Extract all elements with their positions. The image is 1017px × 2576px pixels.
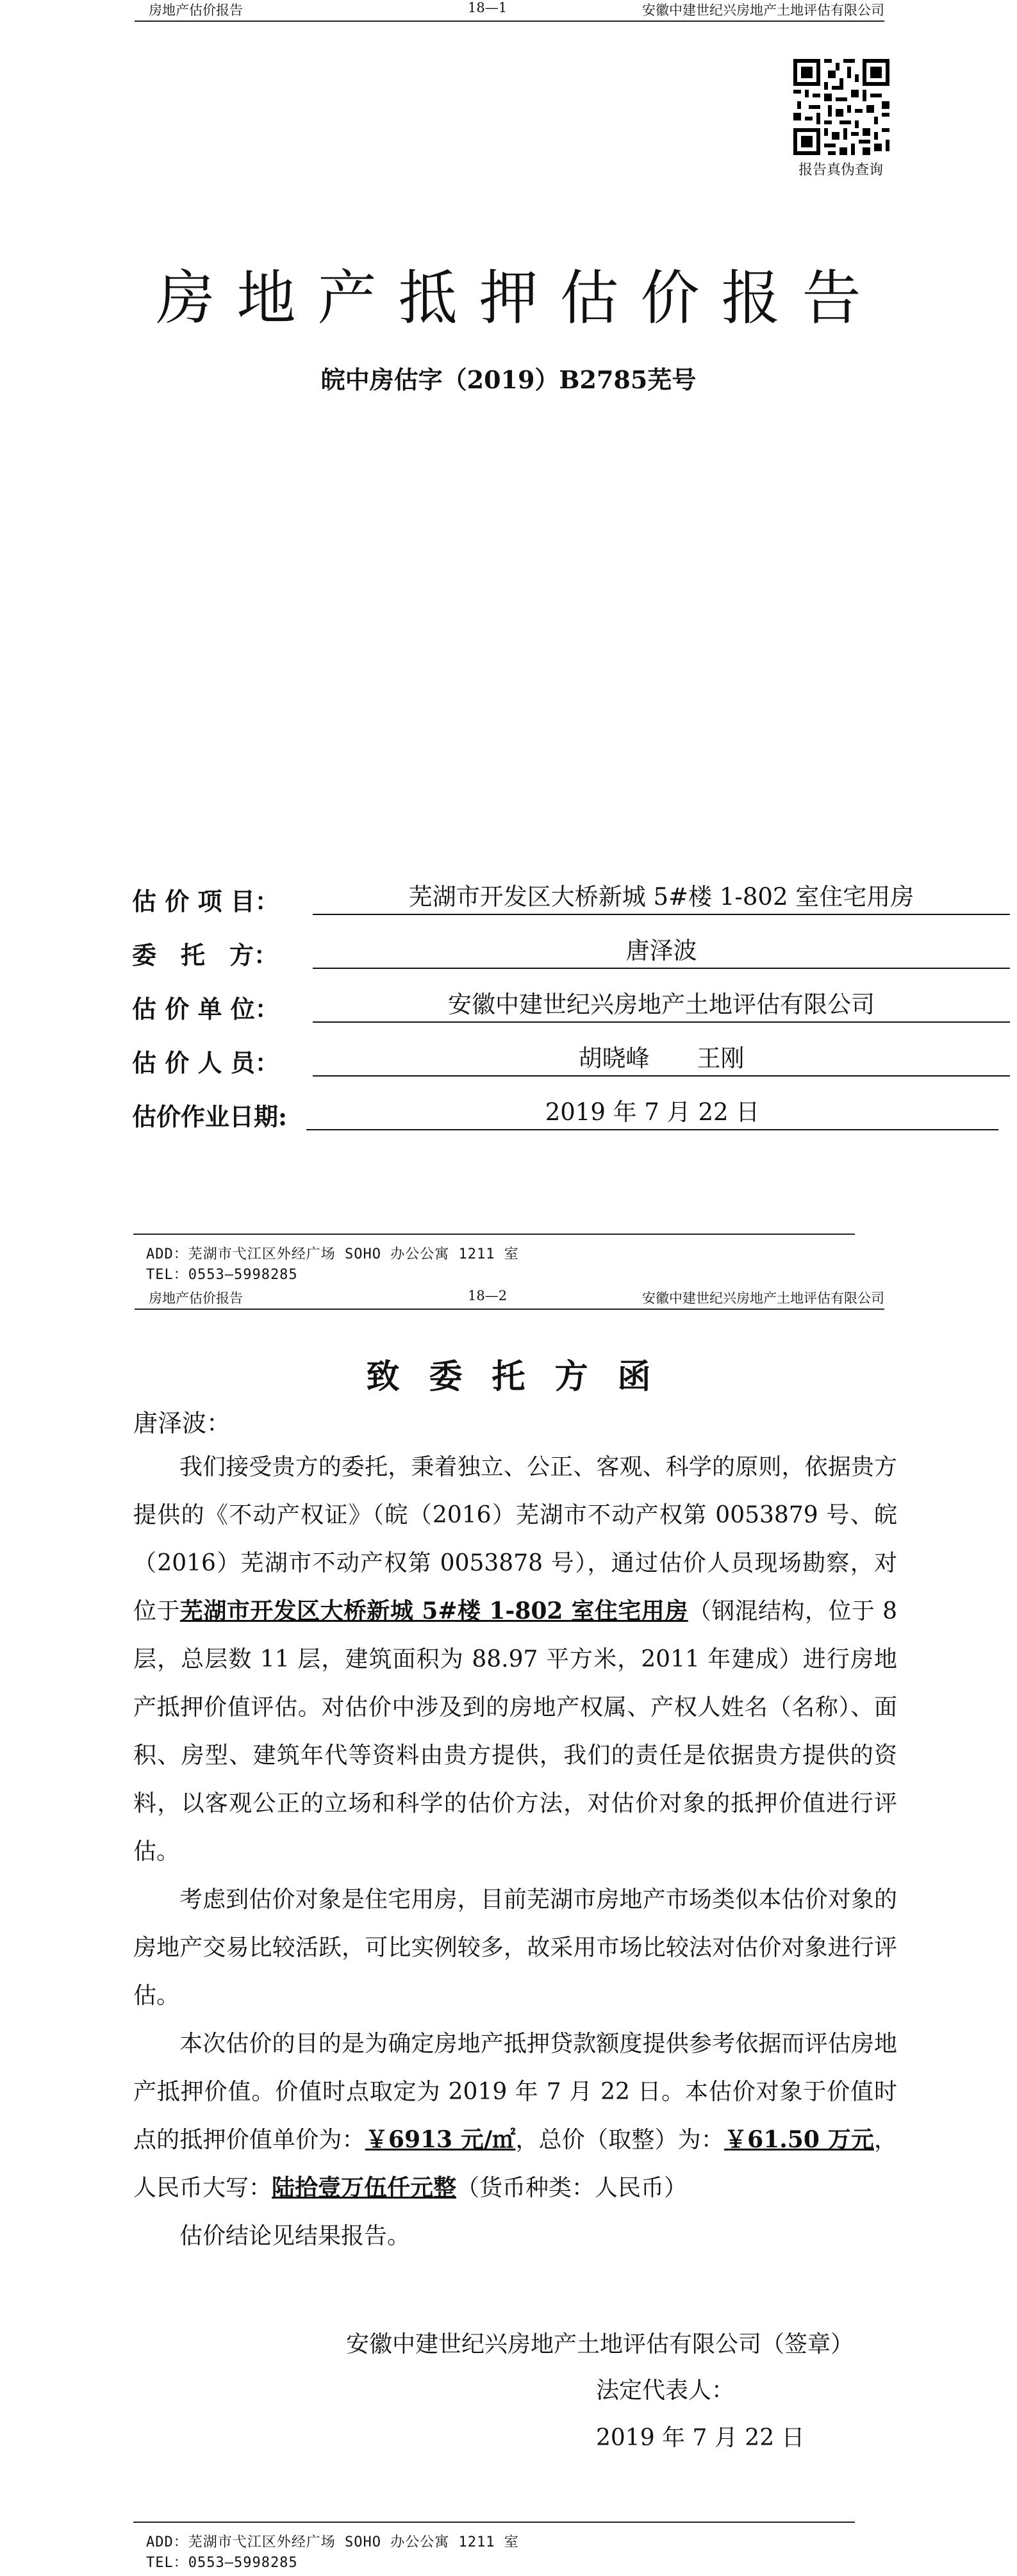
field-work-date bbox=[132, 1097, 901, 1133]
header-right: 安徽中建世纪兴房地产土地评估有限公司 bbox=[642, 1291, 884, 1306]
footer-tel: TEL：0553—5998285 bbox=[146, 1267, 298, 1283]
unit-price: ￥6913 元/㎡ bbox=[365, 2126, 516, 2153]
footer-address: ADD：芜湖市弋江区外经广场 SOHO 办公公寓 1211 室 bbox=[146, 2534, 519, 2550]
field-client bbox=[132, 936, 901, 971]
field-label: 估 价 人 员： bbox=[132, 1048, 279, 1077]
field-appraisers bbox=[132, 1043, 901, 1079]
paragraph-commission bbox=[133, 1443, 897, 1876]
property-address: 芜湖市开发区大桥新城 5#楼 1-802 室住宅用房 bbox=[179, 1598, 688, 1624]
field-label: 估 价 单 位： bbox=[132, 995, 279, 1023]
report-title: 房地产抵押估价报告 bbox=[156, 264, 883, 333]
field-label: 估 价 项 目： bbox=[132, 887, 279, 916]
footer-divider bbox=[133, 2522, 855, 2523]
field-value: 唐泽波 bbox=[313, 936, 1010, 969]
signature-representative: 法定代表人： bbox=[596, 2377, 735, 2404]
document-number: 皖中房估字（2019）B2785芜号 bbox=[320, 365, 697, 394]
field-value: 芜湖市开发区大桥新城 5#楼 1-802 室住宅用房 bbox=[313, 882, 1010, 915]
paragraph-method: 考虑到估价对象是住宅用房，目前芜湖市房地产市场类似本估价对象的房地产交易比较活跃，可比实例较多，故采用市场比较法对估价对象进行评估。 bbox=[133, 1887, 897, 2009]
footer-divider bbox=[133, 1234, 855, 1235]
paragraph-text: 我们接受贵方的委托，秉着独立、公正、客观、科学的原则，依据贵方提供的《不动产权证》（皖（2016）芜湖市不动产权第 0053879 号、皖（2016）芜湖市不动产权第 0053878 号），通过估价人员现场勘察，对位于 bbox=[133, 1454, 897, 1624]
letter-body bbox=[133, 1443, 897, 2260]
paragraph-text: ，总价（取整）为： bbox=[515, 2127, 724, 2153]
header-page-number: 18—1 bbox=[468, 0, 508, 15]
paragraph-text: （钢混结构，位于 8 层，总层数 11 层，建筑面积为 88.97 平方米，2011 年建成）进行房地产抵押价值评估。对估价中涉及到的房地产权属、产权人姓名（名称）、面积、房型、建筑年代等资料由贵方提供，我们的责任是依据贵方提供的资料，以客观公正的立场和科学的估价方法，对估价对象的抵押价值进行评估。 bbox=[133, 1598, 897, 1865]
header-left: 房地产估价报告 bbox=[149, 1291, 243, 1306]
footer-address: ADD：芜湖市弋江区外经广场 SOHO 办公公寓 1211 室 bbox=[146, 1246, 519, 1262]
salutation: 唐泽波： bbox=[133, 1409, 231, 1437]
paragraph-text: 本次估价的目的是为确定房地产抵押贷款额度提供参考依据而评估房地产抵押价值。价值时点取定为 2019 年 7 月 22 日。本估价对象于价值时点的抵押价值单价为： bbox=[133, 2031, 897, 2153]
signature-date: 2019 年 7 月 22 日 bbox=[596, 2425, 805, 2451]
footer-tel: TEL：0553—5998285 bbox=[146, 2555, 298, 2571]
qr-caption: 报告真伪查询 bbox=[798, 162, 883, 178]
letter-title: 致委托方函 bbox=[366, 1357, 681, 1396]
page-header bbox=[135, 0, 884, 22]
total-price: ￥61.50 万元 bbox=[724, 2126, 874, 2153]
header-right: 安徽中建世纪兴房地产土地评估有限公司 bbox=[642, 3, 884, 18]
paragraph-note: 估价结论见结果报告。 bbox=[179, 2223, 411, 2249]
header-page-number: 18—2 bbox=[468, 1288, 508, 1303]
header-left: 房地产估价报告 bbox=[149, 3, 243, 18]
paragraph-text: （货币种类：人民币） bbox=[456, 2175, 688, 2201]
letter-to-client-page bbox=[0, 1288, 1017, 2576]
field-label: 估价作业日期: bbox=[132, 1102, 288, 1131]
total-price-words: 陆拾壹万伍仟元整 bbox=[272, 2174, 457, 2201]
signature-company: 安徽中建世纪兴房地产土地评估有限公司（签章） bbox=[346, 2331, 854, 2357]
page-header bbox=[135, 1288, 884, 1310]
field-appraiser-unit bbox=[132, 989, 901, 1025]
field-label: 委 托 方： bbox=[132, 941, 279, 970]
field-value: 2019 年 7 月 22 日 bbox=[306, 1097, 998, 1130]
paragraph-conclusion bbox=[133, 2020, 897, 2212]
field-value: 安徽中建世纪兴房地产土地评估有限公司 bbox=[313, 989, 1010, 1023]
qr-code-icon[interactable] bbox=[793, 59, 889, 155]
paragraph-text: ，人民币大写： bbox=[133, 2127, 897, 2201]
field-project bbox=[132, 882, 914, 918]
field-value: 胡晓峰 王刚 bbox=[313, 1043, 1010, 1077]
